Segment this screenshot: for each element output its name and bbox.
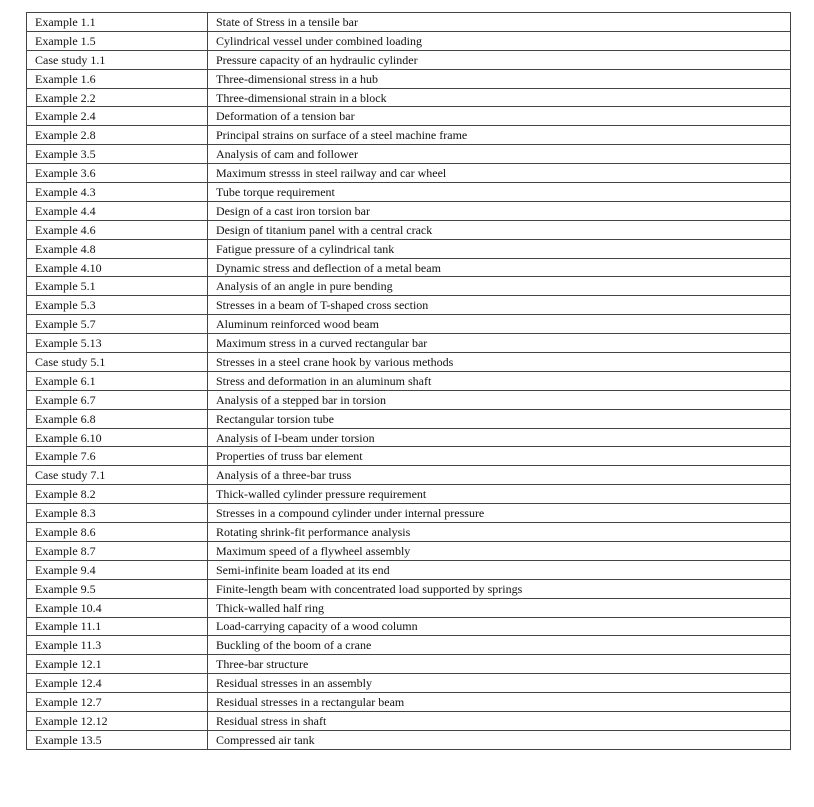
example-id-cell: Example 1.6 (27, 69, 208, 88)
example-title-cell: Three-dimensional strain in a block (208, 88, 791, 107)
example-title-cell: Tube torque requirement (208, 183, 791, 202)
table-row (27, 409, 791, 428)
table-row (27, 485, 791, 504)
example-id-cell: Example 12.12 (27, 711, 208, 730)
example-title-cell: Maximum stresss in steel railway and car wheel (208, 164, 791, 183)
table-row (27, 598, 791, 617)
example-title-cell: Fatigue pressure of a cylindrical tank (208, 239, 791, 258)
table-row (27, 334, 791, 353)
table-row (27, 13, 791, 32)
example-title-cell: Analysis of cam and follower (208, 145, 791, 164)
table-row (27, 353, 791, 372)
example-id-cell: Example 6.7 (27, 390, 208, 409)
example-id-cell: Example 8.2 (27, 485, 208, 504)
example-id-cell: Example 5.3 (27, 296, 208, 315)
example-title-cell: Analysis of I-beam under torsion (208, 428, 791, 447)
table-row (27, 541, 791, 560)
example-id-cell: Example 10.4 (27, 598, 208, 617)
table-row (27, 183, 791, 202)
table-row (27, 277, 791, 296)
example-title-cell: Compressed air tank (208, 730, 791, 749)
example-title-cell: Analysis of a three-bar truss (208, 466, 791, 485)
example-title-cell: Deformation of a tension bar (208, 107, 791, 126)
example-title-cell: Analysis of a stepped bar in torsion (208, 390, 791, 409)
example-id-cell: Example 2.2 (27, 88, 208, 107)
table-row (27, 523, 791, 542)
table-row (27, 560, 791, 579)
example-id-cell: Example 1.5 (27, 31, 208, 50)
table-row (27, 239, 791, 258)
table-row (27, 730, 791, 749)
example-title-cell: Cylindrical vessel under combined loading (208, 31, 791, 50)
example-id-cell: Example 8.7 (27, 541, 208, 560)
example-title-cell: Analysis of an angle in pure bending (208, 277, 791, 296)
example-title-cell: Rectangular torsion tube (208, 409, 791, 428)
example-id-cell: Case study 7.1 (27, 466, 208, 485)
example-title-cell: Principal strains on surface of a steel machine frame (208, 126, 791, 145)
example-id-cell: Example 5.13 (27, 334, 208, 353)
table-row (27, 693, 791, 712)
example-id-cell: Example 4.8 (27, 239, 208, 258)
table-row (27, 164, 791, 183)
table-row (27, 88, 791, 107)
example-id-cell: Example 2.4 (27, 107, 208, 126)
example-title-cell: Buckling of the boom of a crane (208, 636, 791, 655)
table-row (27, 447, 791, 466)
example-title-cell: Properties of truss bar element (208, 447, 791, 466)
example-id-cell: Example 11.3 (27, 636, 208, 655)
example-title-cell: Three-dimensional stress in a hub (208, 69, 791, 88)
example-title-cell: Load-carrying capacity of a wood column (208, 617, 791, 636)
example-title-cell: Dynamic stress and deflection of a metal beam (208, 258, 791, 277)
example-id-cell: Example 4.10 (27, 258, 208, 277)
example-title-cell: Stresses in a compound cylinder under internal pressure (208, 504, 791, 523)
example-title-cell: Pressure capacity of an hydraulic cylinder (208, 50, 791, 69)
example-id-cell: Example 8.3 (27, 504, 208, 523)
example-id-cell: Case study 5.1 (27, 353, 208, 372)
example-title-cell: Stresses in a steel crane hook by various methods (208, 353, 791, 372)
example-title-cell: Residual stresses in a rectangular beam (208, 693, 791, 712)
table-row (27, 201, 791, 220)
example-id-cell: Example 5.7 (27, 315, 208, 334)
table-row (27, 296, 791, 315)
table-row (27, 220, 791, 239)
example-title-cell: Semi-infinite beam loaded at its end (208, 560, 791, 579)
example-id-cell: Example 6.8 (27, 409, 208, 428)
example-id-cell: Example 12.1 (27, 655, 208, 674)
table-row (27, 50, 791, 69)
table-row (27, 390, 791, 409)
example-id-cell: Example 6.10 (27, 428, 208, 447)
table-row (27, 504, 791, 523)
table-row (27, 31, 791, 50)
example-id-cell: Example 9.5 (27, 579, 208, 598)
example-title-cell: State of Stress in a tensile bar (208, 13, 791, 32)
example-title-cell: Maximum stress in a curved rectangular bar (208, 334, 791, 353)
example-title-cell: Thick-walled cylinder pressure requirement (208, 485, 791, 504)
table-row (27, 617, 791, 636)
example-title-cell: Stresses in a beam of T-shaped cross section (208, 296, 791, 315)
example-title-cell: Aluminum reinforced wood beam (208, 315, 791, 334)
example-id-cell: Example 8.6 (27, 523, 208, 542)
table-row (27, 636, 791, 655)
example-title-cell: Stress and deformation in an aluminum shaft (208, 371, 791, 390)
example-id-cell: Example 5.1 (27, 277, 208, 296)
example-title-cell: Design of a cast iron torsion bar (208, 201, 791, 220)
example-title-cell: Finite-length beam with concentrated load supported by springs (208, 579, 791, 598)
table-row (27, 126, 791, 145)
example-title-cell: Maximum speed of a flywheel assembly (208, 541, 791, 560)
example-id-cell: Example 3.6 (27, 164, 208, 183)
example-id-cell: Example 6.1 (27, 371, 208, 390)
table-row (27, 315, 791, 334)
table-row (27, 428, 791, 447)
example-id-cell: Case study 1.1 (27, 50, 208, 69)
example-id-cell: Example 4.4 (27, 201, 208, 220)
table-row (27, 711, 791, 730)
example-id-cell: Example 4.6 (27, 220, 208, 239)
example-id-cell: Example 2.8 (27, 126, 208, 145)
example-id-cell: Example 7.6 (27, 447, 208, 466)
table-row (27, 69, 791, 88)
example-id-cell: Example 1.1 (27, 13, 208, 32)
table-row (27, 655, 791, 674)
table-row (27, 371, 791, 390)
examples-table-body (27, 13, 791, 750)
example-id-cell: Example 12.4 (27, 674, 208, 693)
example-title-cell: Thick-walled half ring (208, 598, 791, 617)
example-id-cell: Example 4.3 (27, 183, 208, 202)
table-row (27, 145, 791, 164)
example-id-cell: Example 9.4 (27, 560, 208, 579)
example-title-cell: Residual stress in shaft (208, 711, 791, 730)
example-title-cell: Three-bar structure (208, 655, 791, 674)
example-id-cell: Example 12.7 (27, 693, 208, 712)
example-id-cell: Example 13.5 (27, 730, 208, 749)
examples-table (26, 12, 791, 750)
table-row (27, 258, 791, 277)
example-title-cell: Design of titanium panel with a central crack (208, 220, 791, 239)
example-id-cell: Example 11.1 (27, 617, 208, 636)
example-title-cell: Rotating shrink-fit performance analysis (208, 523, 791, 542)
table-row (27, 674, 791, 693)
example-id-cell: Example 3.5 (27, 145, 208, 164)
example-title-cell: Residual stresses in an assembly (208, 674, 791, 693)
table-row (27, 107, 791, 126)
table-row (27, 466, 791, 485)
table-row (27, 579, 791, 598)
